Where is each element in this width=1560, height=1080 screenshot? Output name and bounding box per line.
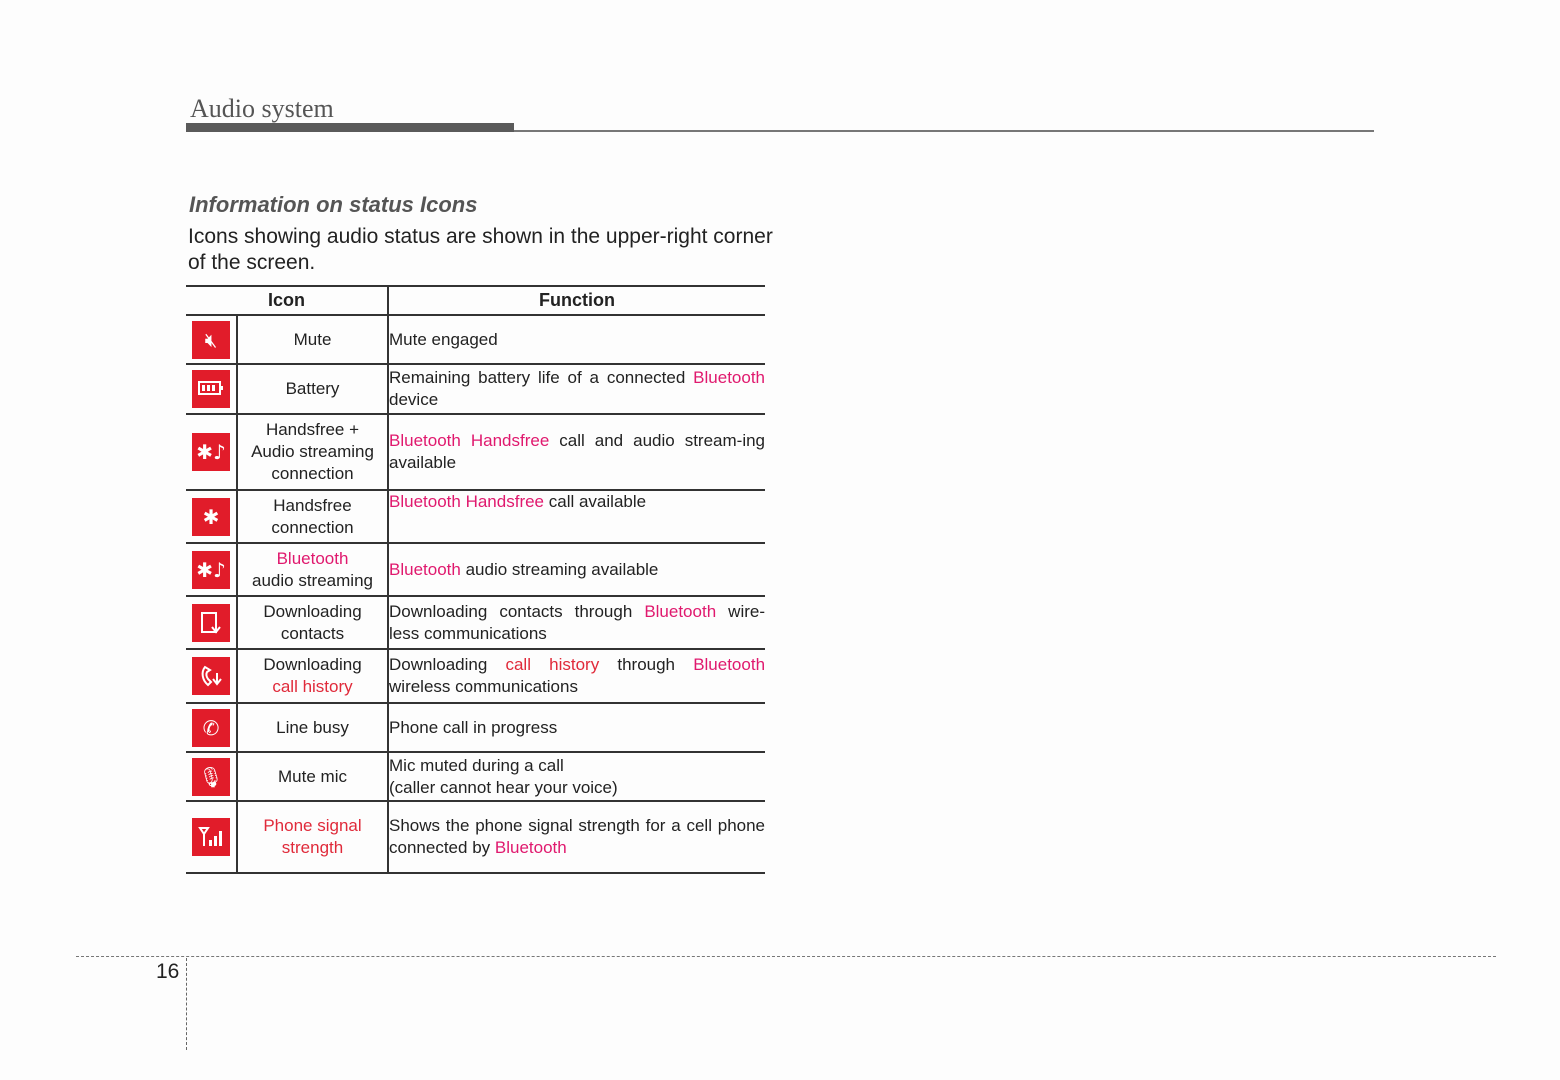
intro-paragraph: Icons showing audio status are shown in the upper-right corner of the screen. — [188, 225, 773, 274]
table-row — [186, 596, 765, 649]
footer-vertical-divider — [186, 958, 187, 1050]
page-title: Audio system — [190, 94, 334, 123]
table-row — [186, 801, 765, 873]
function-text: Mic muted during a call (caller cannot hear your voice) — [388, 752, 765, 801]
function-text: Bluetooth Handsfree call available — [388, 490, 765, 543]
bluetooth-audio-icon: ✱♪ — [192, 551, 230, 589]
icon-name: Phone signal strength — [237, 801, 388, 873]
download-contacts-icon — [192, 604, 230, 642]
table-header-row — [186, 286, 765, 315]
function-text: Mute engaged — [388, 315, 765, 364]
mute-mic-icon: 🎙︎ — [192, 758, 230, 796]
function-text: Downloading contacts through Bluetooth wire-less communications — [388, 596, 765, 649]
title-underline-thick — [186, 123, 514, 132]
function-text: Bluetooth Handsfree call and audio stream-ing available — [388, 414, 765, 490]
header-function: Function — [388, 286, 765, 315]
mute-icon: 🔇︎ — [192, 321, 230, 359]
icon-name: Downloading contacts — [237, 596, 388, 649]
function-text: Downloading call history through Bluetooth wireless communications — [388, 649, 765, 703]
header-icon: Icon — [186, 286, 388, 315]
function-text: Phone call in progress — [388, 703, 765, 752]
bluetooth-handsfree-audio-icon: ✱♪ — [192, 433, 230, 471]
function-text: Remaining battery life of a connected Bluetooth device — [388, 364, 765, 414]
phone-signal-icon — [192, 818, 230, 856]
table-row — [186, 490, 765, 543]
table-row — [186, 752, 765, 801]
table-row — [186, 543, 765, 596]
table-row — [186, 414, 765, 490]
table-row — [186, 364, 765, 414]
icon-name: Battery — [237, 364, 388, 414]
table-row — [186, 315, 765, 364]
icon-name: Bluetooth audio streaming — [237, 543, 388, 596]
function-text: Bluetooth audio streaming available — [388, 543, 765, 596]
bluetooth-handsfree-icon: ✱ — [192, 498, 230, 536]
battery-icon — [192, 370, 230, 408]
icon-name: Handsfree connection — [237, 490, 388, 543]
download-call-history-icon — [192, 657, 230, 695]
icon-name: Handsfree + Audio streaming connection — [237, 414, 388, 490]
status-icons-table — [186, 285, 765, 874]
table-row — [186, 649, 765, 703]
icon-name: Downloading call history — [237, 649, 388, 703]
line-busy-icon: ✆ — [192, 709, 230, 747]
icon-name: Line busy — [237, 703, 388, 752]
icon-name: Mute — [237, 315, 388, 364]
table-row — [186, 703, 765, 752]
page-number: 16 — [156, 960, 180, 983]
section-heading: Information on status Icons — [189, 192, 478, 217]
function-text: Shows the phone signal strength for a cell phone connected by Bluetooth — [388, 801, 765, 873]
footer-divider — [76, 956, 1496, 957]
icon-name: Mute mic — [237, 752, 388, 801]
title-underline-thin — [514, 130, 1374, 132]
